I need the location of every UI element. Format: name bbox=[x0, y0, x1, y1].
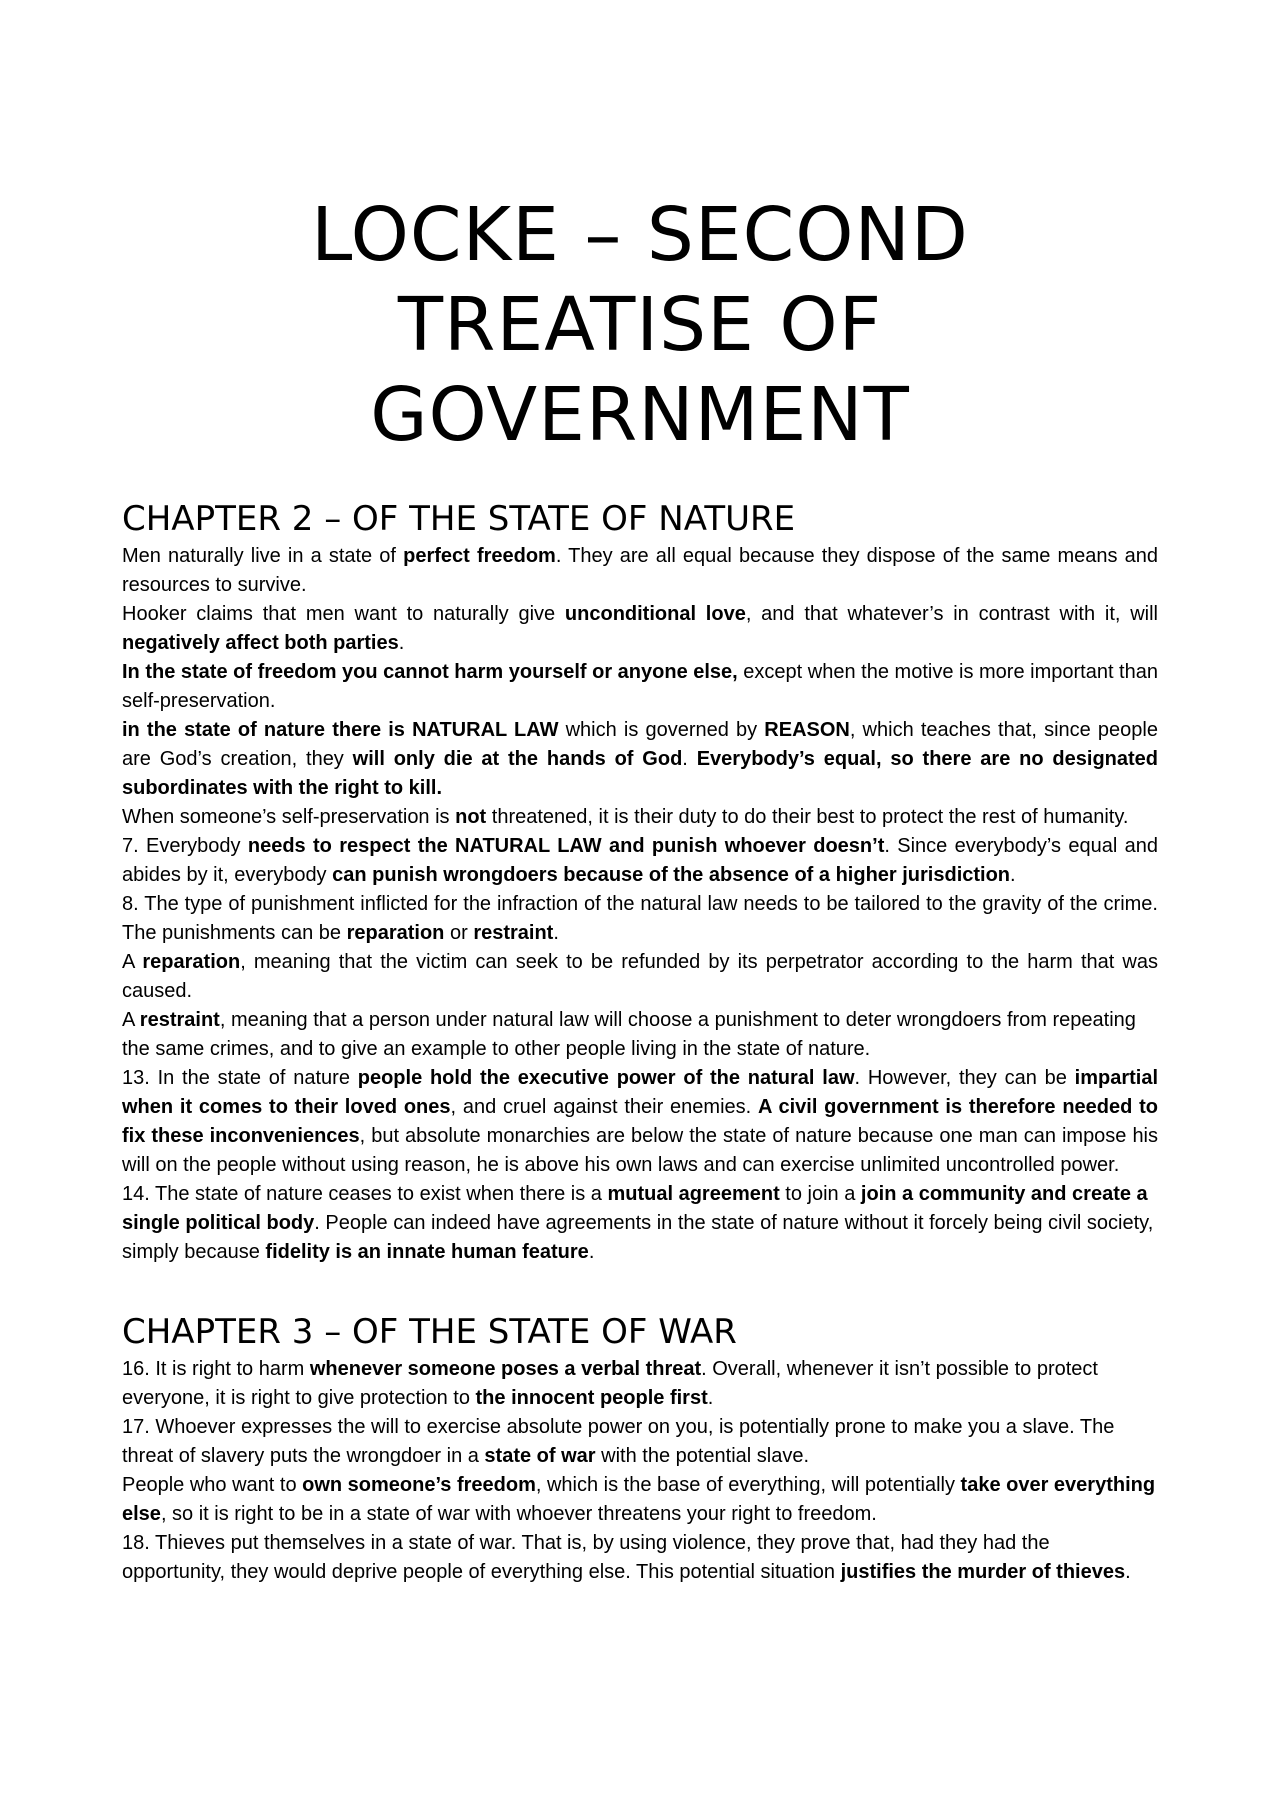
paragraph bbox=[122, 1413, 1158, 1471]
text-run: or bbox=[444, 922, 474, 944]
bold-text: the innocent people first bbox=[475, 1387, 708, 1409]
text-run: When someone’s self-preservation is bbox=[122, 806, 456, 828]
bold-text: join a community and create a single political body bbox=[122, 1183, 1148, 1234]
text-run: Men naturally live in a state of bbox=[122, 545, 404, 567]
chapter-heading: CHAPTER 2 – OF THE STATE OF NATURE bbox=[122, 499, 796, 539]
text-run: . However, they can be bbox=[854, 1067, 1075, 1089]
bold-text: needs to respect the NATURAL LAW and punish whoever doesn’t bbox=[247, 835, 885, 857]
bold-text: restraint bbox=[139, 1009, 220, 1031]
bold-text: unconditional love bbox=[564, 603, 746, 625]
text-run: , but absolute monarchies are below the state of nature because one man can impose his will on the people without using reason, he is above his own laws and can exercise unlimited uncontrolled power. bbox=[122, 1125, 1159, 1176]
text-run: except when the motive is more important than self-preservation. bbox=[122, 661, 1158, 712]
text-run: . bbox=[707, 1387, 714, 1409]
text-run: , and cruel against their enemies. bbox=[450, 1096, 758, 1118]
bold-text: fidelity is an innate human feature bbox=[265, 1241, 589, 1263]
text-run: , meaning that a person under natural law will choose a punishment to deter wrongdoers from repeating the same crimes, and to give an example to other people living in the state of nature. bbox=[122, 1009, 1136, 1060]
chapter-heading: CHAPTER 3 – OF THE STATE OF WAR bbox=[122, 1312, 737, 1352]
paragraph bbox=[122, 1064, 1158, 1180]
text-run: 8. The type of punishment inflicted for the infraction of the natural law needs to be tailored to the gravity of the crime. The punishments can be bbox=[122, 893, 1158, 944]
text-run: to join a bbox=[779, 1183, 861, 1205]
text-run: 7. Everybody bbox=[122, 835, 248, 857]
text-run: Hooker claims that men want to naturally give bbox=[122, 603, 565, 625]
bold-text: can punish wrongdoers because of the absence of a higher jurisdiction bbox=[332, 864, 1011, 886]
bold-text: own someone’s freedom bbox=[302, 1474, 536, 1496]
bold-text: perfect freedom bbox=[403, 545, 556, 567]
text-run: . Since everybody’s equal and abides by it, everybody bbox=[122, 835, 1158, 886]
paragraph bbox=[122, 1180, 1158, 1267]
title-line: LOCKE – SECOND bbox=[311, 192, 969, 278]
bold-text: take over everything else bbox=[122, 1474, 1156, 1525]
bold-text: will only die at the hands of God bbox=[352, 748, 683, 770]
bold-text: In the state of freedom you cannot harm yourself or anyone else, bbox=[122, 661, 738, 683]
bold-text: justifies the murder of thieves bbox=[840, 1561, 1126, 1583]
text-run: 18. Thieves put themselves in a state of war. That is, by using violence, they prove that, had they had the opportunity, they would deprive people of everything else. This potential situation bbox=[122, 1532, 1050, 1583]
bold-text: mutual agreement bbox=[607, 1183, 780, 1205]
bold-text: state of war bbox=[484, 1445, 596, 1467]
text-run: which is governed by bbox=[558, 719, 765, 741]
paragraph bbox=[122, 832, 1158, 890]
text-run: . bbox=[682, 748, 697, 770]
paragraph bbox=[122, 803, 1158, 832]
bold-text: impartial when it comes to their loved ones bbox=[122, 1067, 1159, 1118]
bold-text: restraint bbox=[473, 922, 554, 944]
bold-text: Everybody’s equal, so there are no designated subordinates with the right to kill. bbox=[122, 748, 1159, 799]
paragraph bbox=[122, 1529, 1158, 1587]
text-run: , and that whatever’s in contrast with it, will bbox=[745, 603, 1158, 625]
paragraph bbox=[122, 948, 1158, 1006]
text-run: . bbox=[1010, 864, 1016, 886]
bold-text: negatively affect both parties bbox=[122, 632, 399, 654]
bold-text: reparation bbox=[346, 922, 445, 944]
text-run: threatened, it is their duty to do their best to protect the rest of humanity. bbox=[486, 806, 1129, 828]
paragraph bbox=[122, 542, 1158, 600]
bold-text: reparation bbox=[142, 951, 241, 973]
bold-text: whenever someone poses a verbal threat bbox=[309, 1358, 702, 1380]
paragraph bbox=[122, 658, 1158, 716]
bold-text: A civil government is therefore needed to fix these inconveniences bbox=[122, 1096, 1159, 1147]
text-run: A bbox=[122, 1009, 140, 1031]
text-run: 13. In the state of nature bbox=[122, 1067, 358, 1089]
text-run: , meaning that the victim can seek to be refunded by its perpetrator according to the harm that was caused. bbox=[122, 951, 1158, 1002]
text-run: , which teaches that, since people are God’s creation, they bbox=[122, 719, 1158, 770]
chapter-body bbox=[122, 1355, 1158, 1587]
paragraph bbox=[122, 1471, 1158, 1529]
text-run: . People can indeed have agreements in the state of nature without it forcely being civil society, simply because bbox=[122, 1212, 1154, 1263]
text-run: , so it is right to be in a state of war with whoever threatens your right to freedom. bbox=[160, 1503, 877, 1525]
bold-text: in the state of nature there is NATURAL LAW bbox=[122, 719, 559, 741]
text-run: . They are all equal because they dispose of the same means and resources to survive. bbox=[122, 545, 1159, 596]
paragraph bbox=[122, 890, 1158, 948]
bold-text: not bbox=[455, 806, 487, 828]
paragraph bbox=[122, 716, 1158, 803]
text-run: 16. It is right to harm bbox=[122, 1358, 310, 1380]
text-run: . bbox=[553, 922, 559, 944]
text-run: with the potential slave. bbox=[595, 1445, 810, 1467]
text-run: , which is the base of everything, will potentially bbox=[535, 1474, 961, 1496]
text-run: People who want to bbox=[122, 1474, 303, 1496]
title-line: TREATISE OF bbox=[397, 282, 883, 368]
paragraph bbox=[122, 1006, 1158, 1064]
document-title bbox=[122, 190, 1158, 460]
chapter-body bbox=[122, 542, 1158, 1267]
text-run: . Overall, whenever it isn’t possible to protect everyone, it is right to give protection to bbox=[122, 1358, 1098, 1409]
text-run: A bbox=[122, 951, 143, 973]
title-line: GOVERNMENT bbox=[370, 372, 910, 458]
text-run: . bbox=[1125, 1561, 1131, 1583]
text-run: 17. Whoever expresses the will to exercise absolute power on you, is potentially prone to make you a slave. The threat of slavery puts the wrongdoer in a bbox=[122, 1416, 1115, 1467]
text-run: 14. The state of nature ceases to exist when there is a bbox=[122, 1183, 608, 1205]
text-run: . bbox=[398, 632, 405, 654]
bold-text: REASON bbox=[764, 719, 850, 741]
text-run: . bbox=[588, 1241, 595, 1263]
bold-text: people hold the executive power of the natural law bbox=[357, 1067, 855, 1089]
paragraph bbox=[122, 1355, 1158, 1413]
paragraph bbox=[122, 600, 1158, 658]
